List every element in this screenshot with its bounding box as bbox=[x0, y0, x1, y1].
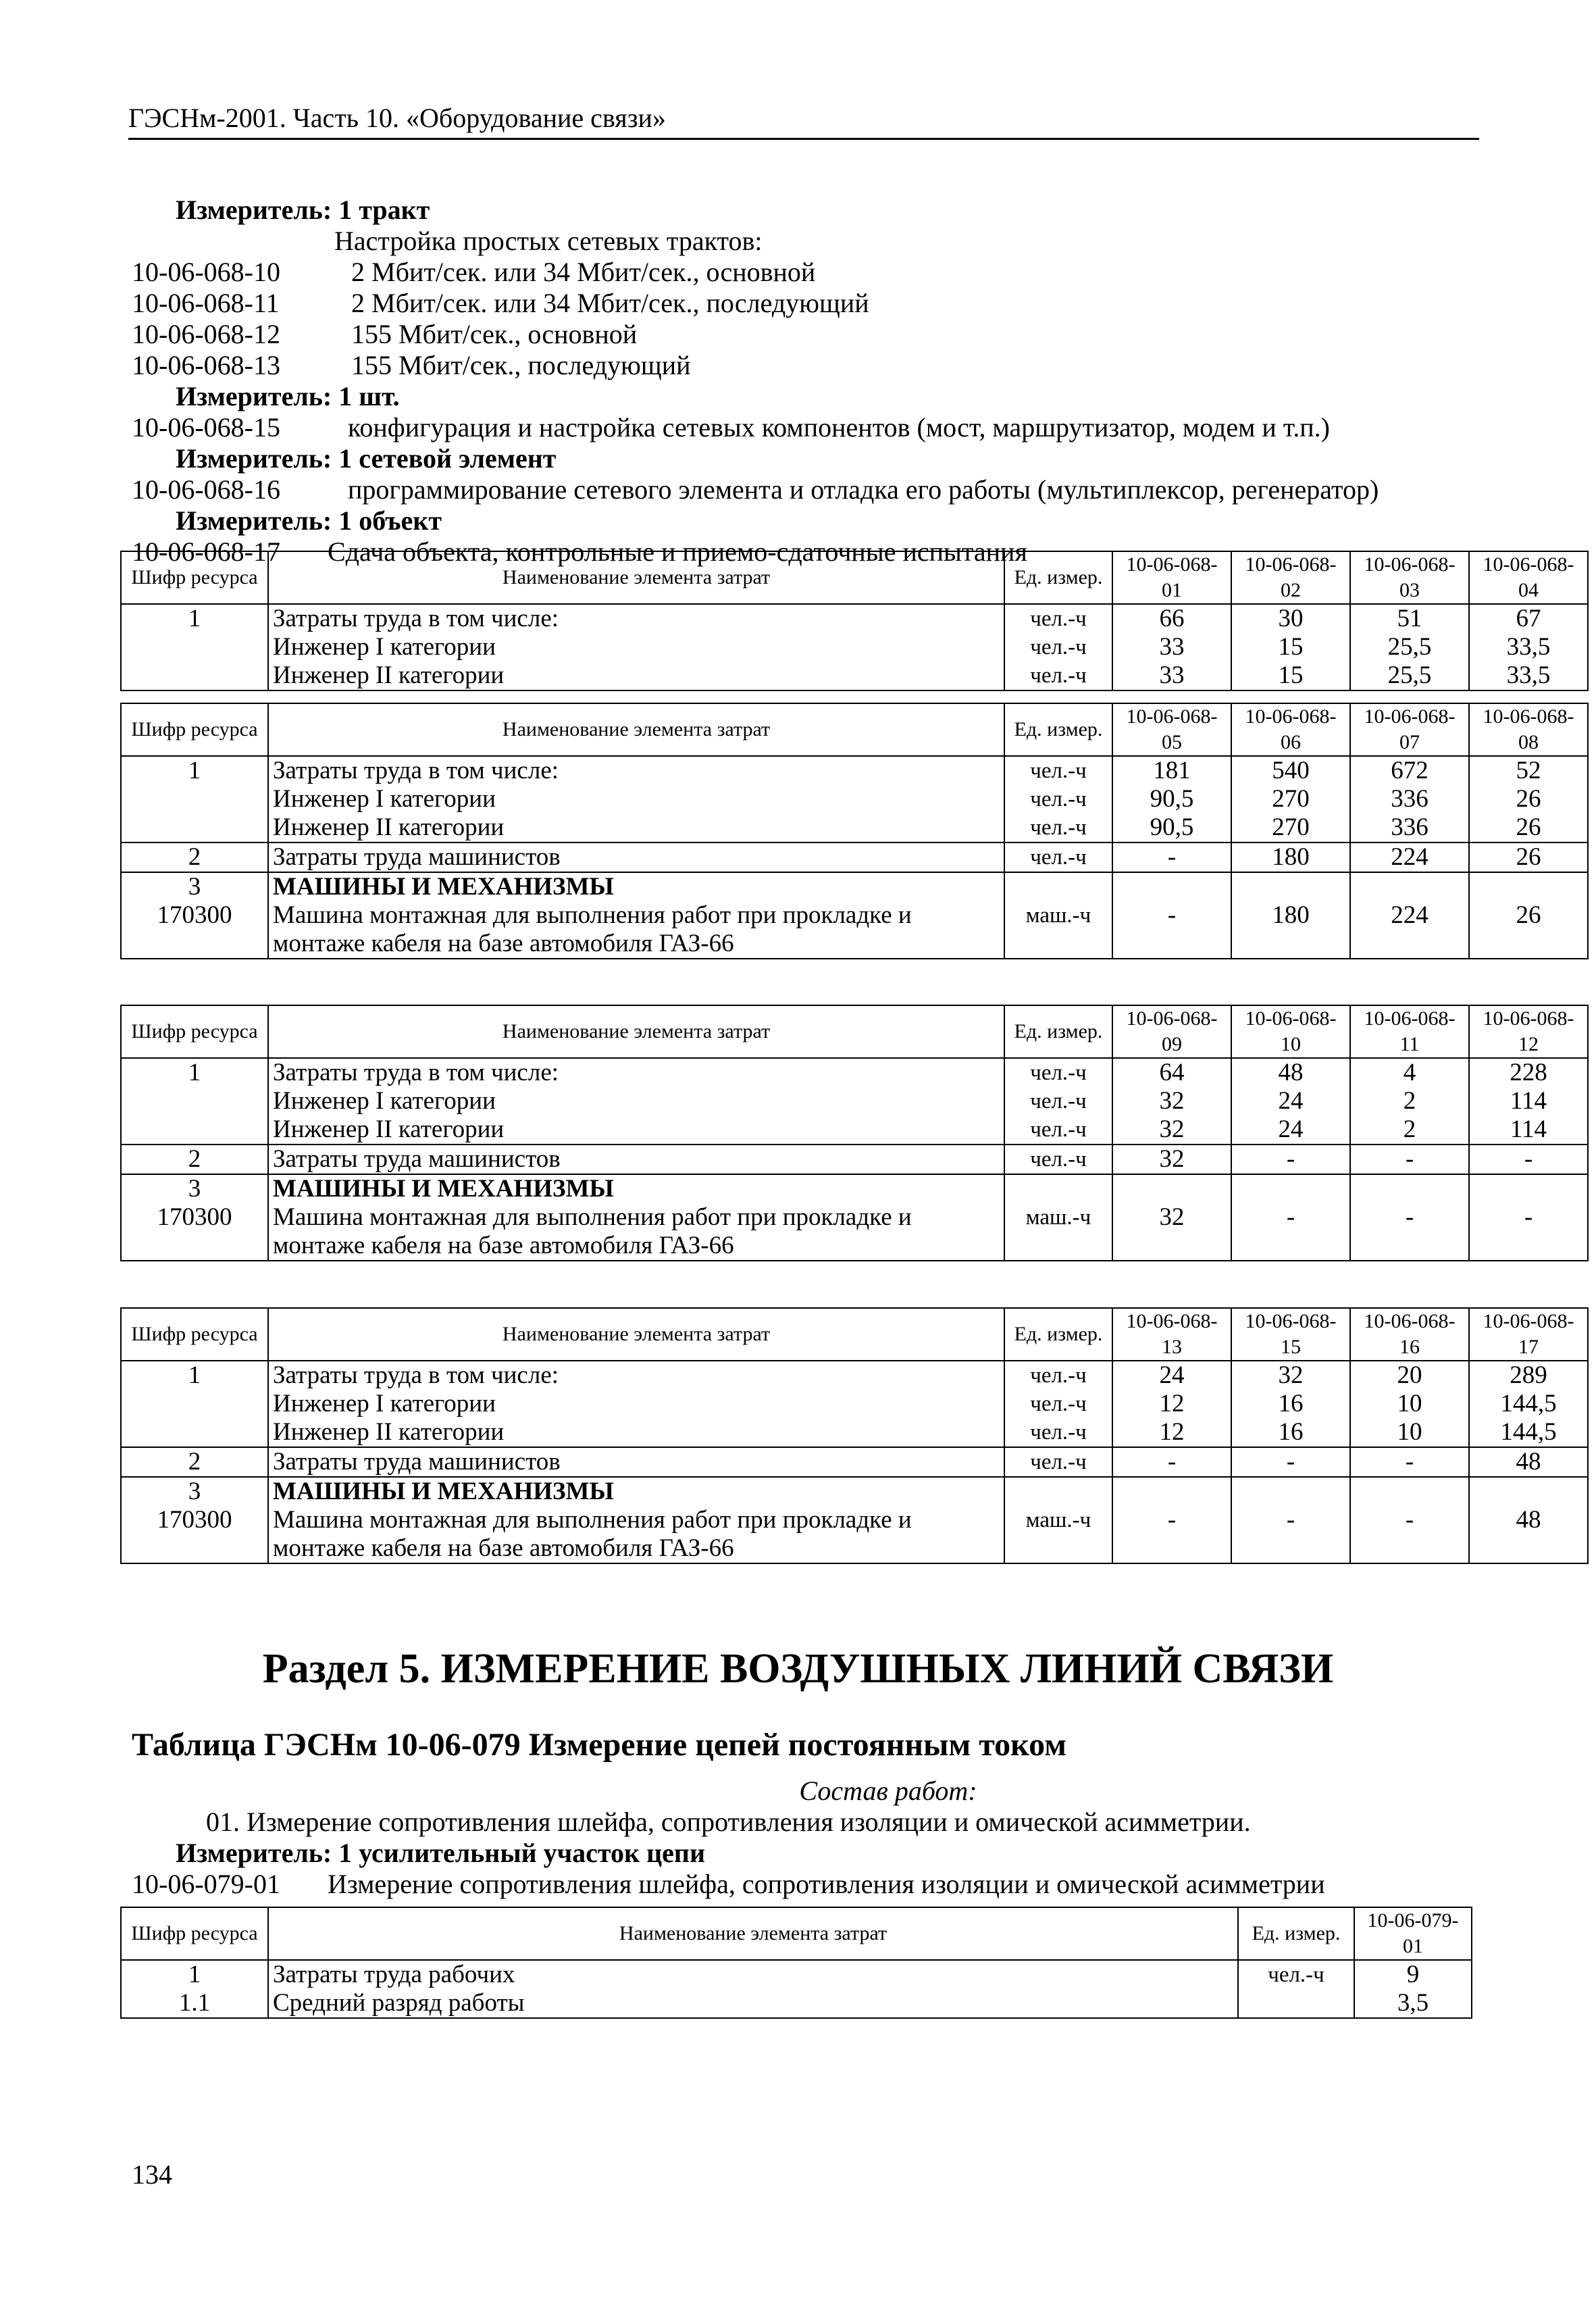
row-value bbox=[1231, 1174, 1350, 1203]
measure-unit-2: Измеритель: 1 шт. bbox=[176, 381, 400, 411]
row-name: Инженер II категории bbox=[268, 1418, 1004, 1447]
row-value: 26 bbox=[1469, 901, 1588, 959]
row-name: Инженер II категории bbox=[268, 1115, 1004, 1145]
row-cipher: 1.1 bbox=[121, 1989, 268, 2018]
row-value bbox=[1469, 1174, 1588, 1203]
row-name: МАШИНЫ И МЕХАНИЗМЫ bbox=[268, 1477, 1004, 1506]
norm-code: 10-06-068-13 bbox=[132, 350, 280, 380]
row-cipher: 170300 bbox=[121, 901, 268, 959]
row-value: 114 bbox=[1469, 1115, 1588, 1145]
row-cipher bbox=[121, 813, 268, 842]
col-norm: 10-06-068-09 bbox=[1112, 1005, 1231, 1058]
row-value: - bbox=[1231, 1447, 1350, 1477]
table-row bbox=[121, 661, 1588, 690]
row-name: Инженер I категории bbox=[268, 1087, 1004, 1115]
norm-code: 10-06-068-12 bbox=[132, 319, 280, 349]
table-row bbox=[121, 1361, 1588, 1390]
row-value: 24 bbox=[1231, 1115, 1350, 1145]
row-cipher: 1 bbox=[121, 1960, 268, 1989]
col-norm: 10-06-068-10 bbox=[1231, 1005, 1350, 1058]
col-unit: Ед. измер. bbox=[1004, 1005, 1112, 1058]
row-value: - bbox=[1112, 1447, 1231, 1477]
row-unit: чел.-ч bbox=[1004, 756, 1112, 785]
row-value: 66 bbox=[1112, 604, 1231, 633]
norm-desc: 155 Мбит/сек., последующий bbox=[351, 350, 691, 380]
row-cipher: 2 bbox=[121, 842, 268, 872]
row-value: 33 bbox=[1112, 633, 1231, 661]
row-name: Затраты труда в том числе: bbox=[268, 604, 1004, 633]
row-cipher: 2 bbox=[121, 1145, 268, 1174]
norm-desc: конфигурация и настройка сетевых компонентов (мост, маршрутизатор, модем и т.п.) bbox=[348, 412, 1331, 443]
table-row bbox=[121, 1390, 1588, 1418]
table-row bbox=[121, 1174, 1588, 1203]
row-cipher: 1 bbox=[121, 1361, 268, 1390]
row-value: 32 bbox=[1112, 1145, 1231, 1174]
row-value: 64 bbox=[1112, 1058, 1231, 1087]
table-row bbox=[121, 633, 1588, 661]
row-value: 90,5 bbox=[1112, 813, 1231, 842]
intro-block bbox=[132, 195, 1483, 568]
col-cipher: Шифр ресурса bbox=[121, 703, 268, 756]
row-value: 10 bbox=[1350, 1418, 1469, 1447]
row-value: 52 bbox=[1469, 756, 1588, 785]
row-value: 24 bbox=[1231, 1087, 1350, 1115]
table-row bbox=[121, 872, 1588, 901]
row-value: 270 bbox=[1231, 785, 1350, 813]
col-norm: 10-06-068-17 bbox=[1469, 1308, 1588, 1361]
row-value: 30 bbox=[1231, 604, 1350, 633]
page-number: 134 bbox=[132, 2159, 172, 2190]
row-value: 181 bbox=[1112, 756, 1231, 785]
table-row bbox=[121, 842, 1588, 872]
table-row bbox=[121, 1447, 1588, 1477]
norm-desc: Сдача объекта, контрольные и приемо-сдаточные испытания bbox=[328, 536, 1027, 567]
table-title: Таблица ГЭСНм 10-06-079 Измерение цепей постоянным током bbox=[132, 1727, 1066, 1763]
row-value: 32 bbox=[1112, 1203, 1231, 1261]
row-value: 3,5 bbox=[1354, 1989, 1472, 2018]
table-row bbox=[121, 1477, 1588, 1506]
col-unit: Ед. измер. bbox=[1004, 703, 1112, 756]
row-value: 24 bbox=[1112, 1361, 1231, 1390]
row-value: - bbox=[1469, 1145, 1588, 1174]
row-name: МАШИНЫ И МЕХАНИЗМЫ bbox=[268, 1174, 1004, 1203]
row-name: Инженер I категории bbox=[268, 1390, 1004, 1418]
row-value bbox=[1231, 872, 1350, 901]
col-cipher: Шифр ресурса bbox=[121, 1907, 268, 1960]
row-value: 26 bbox=[1469, 785, 1588, 813]
row-name: Затраты труда в том числе: bbox=[268, 756, 1004, 785]
row-name: Затраты труда машинистов bbox=[268, 842, 1004, 872]
row-value: 48 bbox=[1231, 1058, 1350, 1087]
table-row bbox=[121, 604, 1588, 633]
table-row bbox=[121, 813, 1588, 842]
resource-table-5-body bbox=[120, 1907, 1472, 2019]
table-row bbox=[121, 901, 1588, 959]
works-block bbox=[132, 1776, 1483, 1900]
running-header: ГЭСНм-2001. Часть 10. «Оборудование связи» bbox=[128, 101, 1479, 140]
row-cipher bbox=[121, 633, 268, 661]
resource-table-2 bbox=[120, 703, 1589, 959]
row-value bbox=[1231, 1477, 1350, 1506]
norm-code: 10-06-068-15 bbox=[132, 412, 280, 443]
row-cipher: 1 bbox=[121, 604, 268, 633]
row-value: - bbox=[1350, 1145, 1469, 1174]
norm-desc: программирование сетевого элемента и отладка его работы (мультиплексор, регенератор) bbox=[348, 474, 1379, 505]
row-name: Машина монтажная для выполнения работ при прокладке и монтаже кабеля на базе автомобиля ГАЗ-66 bbox=[268, 901, 1004, 959]
row-unit: чел.-ч bbox=[1004, 1145, 1112, 1174]
row-name: Затраты труда машинистов bbox=[268, 1145, 1004, 1174]
row-cipher: 3 bbox=[121, 1477, 268, 1506]
row-value: 228 bbox=[1469, 1058, 1588, 1087]
row-value: 48 bbox=[1469, 1447, 1588, 1477]
row-cipher bbox=[121, 1418, 268, 1447]
table-row bbox=[121, 1115, 1588, 1145]
row-unit: чел.-ч bbox=[1004, 842, 1112, 872]
row-value: - bbox=[1350, 1506, 1469, 1563]
row-value: 224 bbox=[1350, 901, 1469, 959]
col-name: Наименование элемента затрат bbox=[268, 1907, 1238, 1960]
row-value: 540 bbox=[1231, 756, 1350, 785]
row-value: 270 bbox=[1231, 813, 1350, 842]
row-value: 289 bbox=[1469, 1361, 1588, 1390]
row-value: 10 bbox=[1350, 1390, 1469, 1418]
row-unit: чел.-ч bbox=[1004, 1418, 1112, 1447]
row-cipher: 1 bbox=[121, 756, 268, 785]
row-name: Инженер I категории bbox=[268, 785, 1004, 813]
norm-row bbox=[132, 412, 1483, 443]
norm-code: 10-06-068-10 bbox=[132, 257, 280, 287]
row-value bbox=[1112, 1174, 1231, 1203]
row-cipher bbox=[121, 661, 268, 690]
col-norm: 10-06-068-06 bbox=[1231, 703, 1350, 756]
row-cipher: 1 bbox=[121, 1058, 268, 1087]
row-value: 672 bbox=[1350, 756, 1469, 785]
row-value: - bbox=[1112, 901, 1231, 959]
row-value: 32 bbox=[1112, 1115, 1231, 1145]
row-value bbox=[1112, 872, 1231, 901]
section-title: Раздел 5. ИЗМЕРЕНИЕ ВОЗДУШНЫХ ЛИНИЙ СВЯЗИ bbox=[262, 1646, 1334, 1692]
row-value: 4 bbox=[1350, 1058, 1469, 1087]
table-row bbox=[121, 1506, 1588, 1563]
row-unit bbox=[1004, 872, 1112, 901]
row-name: Затраты труда рабочих bbox=[268, 1960, 1238, 1989]
row-name: МАШИНЫ И МЕХАНИЗМЫ bbox=[268, 872, 1004, 901]
row-value: - bbox=[1231, 1145, 1350, 1174]
col-unit: Ед. измер. bbox=[1004, 1308, 1112, 1361]
col-cipher: Шифр ресурса bbox=[121, 1308, 268, 1361]
norm-row bbox=[132, 288, 1483, 319]
norm-desc: 2 Мбит/сек. или 34 Мбит/сек., последующий bbox=[351, 288, 869, 318]
table-row bbox=[121, 1058, 1588, 1087]
row-name: Затраты труда в том числе: bbox=[268, 1361, 1004, 1390]
col-norm: 10-06-068-15 bbox=[1231, 1308, 1350, 1361]
row-unit: маш.-ч bbox=[1004, 1203, 1112, 1261]
row-name: Инженер II категории bbox=[268, 813, 1004, 842]
row-value: 33 bbox=[1112, 661, 1231, 690]
col-name: Наименование элемента затрат bbox=[268, 703, 1004, 756]
row-value: - bbox=[1469, 1203, 1588, 1261]
row-value: 180 bbox=[1231, 842, 1350, 872]
norm-desc: 2 Мбит/сек. или 34 Мбит/сек., основной bbox=[351, 257, 816, 287]
row-value: 114 bbox=[1469, 1087, 1588, 1115]
col-name: Наименование элемента затрат bbox=[268, 1308, 1004, 1361]
col-cipher: Шифр ресурса bbox=[121, 551, 268, 604]
row-value bbox=[1350, 872, 1469, 901]
table-row bbox=[121, 1418, 1588, 1447]
row-value: 48 bbox=[1469, 1506, 1588, 1563]
table-row bbox=[121, 1203, 1588, 1261]
table-row bbox=[121, 785, 1588, 813]
row-unit: чел.-ч bbox=[1238, 1960, 1354, 1989]
row-value bbox=[1350, 1174, 1469, 1203]
col-unit: Ед. измер. bbox=[1238, 1907, 1354, 1960]
row-cipher: 170300 bbox=[121, 1203, 268, 1261]
col-name: Наименование элемента затрат bbox=[268, 551, 1004, 604]
col-norm: 10-06-068-12 bbox=[1469, 1005, 1588, 1058]
resource-table-1 bbox=[120, 551, 1589, 691]
row-value bbox=[1469, 872, 1588, 901]
norm-code: 10-06-068-11 bbox=[132, 288, 280, 318]
row-unit: маш.-ч bbox=[1004, 901, 1112, 959]
row-value: 2 bbox=[1350, 1087, 1469, 1115]
resource-table-3 bbox=[120, 1005, 1589, 1261]
measure-unit-4: Измеритель: 1 объект bbox=[176, 505, 442, 536]
row-unit: чел.-ч bbox=[1004, 1087, 1112, 1115]
table-row bbox=[121, 1989, 1472, 2018]
row-unit bbox=[1004, 1477, 1112, 1506]
row-name: Инженер I категории bbox=[268, 633, 1004, 661]
row-unit: чел.-ч bbox=[1004, 633, 1112, 661]
row-unit: чел.-ч bbox=[1004, 785, 1112, 813]
row-cipher: 170300 bbox=[121, 1506, 268, 1563]
row-value: 32 bbox=[1112, 1087, 1231, 1115]
row-value: 336 bbox=[1350, 785, 1469, 813]
row-unit: чел.-ч bbox=[1004, 1390, 1112, 1418]
row-name: Инженер II категории bbox=[268, 661, 1004, 690]
row-cipher bbox=[121, 785, 268, 813]
norm-row bbox=[132, 350, 1483, 381]
row-unit: чел.-ч bbox=[1004, 604, 1112, 633]
row-value: 67 bbox=[1469, 604, 1588, 633]
col-norm: 10-06-068-01 bbox=[1112, 551, 1231, 604]
row-value: 336 bbox=[1350, 813, 1469, 842]
measure-unit-5: Измеритель: 1 усилительный участок цепи bbox=[176, 1838, 705, 1868]
row-value: 90,5 bbox=[1112, 785, 1231, 813]
row-value: 2 bbox=[1350, 1115, 1469, 1145]
row-value: 33,5 bbox=[1469, 633, 1588, 661]
col-norm: 10-06-068-04 bbox=[1469, 551, 1588, 604]
norm-row bbox=[132, 257, 1483, 288]
table-row bbox=[121, 1087, 1588, 1115]
row-cipher: 3 bbox=[121, 872, 268, 901]
col-norm: 10-06-079-01 bbox=[1354, 1907, 1472, 1960]
row-value: 25,5 bbox=[1350, 633, 1469, 661]
row-unit: маш.-ч bbox=[1004, 1506, 1112, 1563]
col-cipher: Шифр ресурса bbox=[121, 1005, 268, 1058]
row-value: 144,5 bbox=[1469, 1418, 1588, 1447]
row-value: - bbox=[1112, 842, 1231, 872]
row-cipher bbox=[121, 1087, 268, 1115]
norm-desc: 155 Мбит/сек., основной bbox=[351, 319, 638, 349]
norm-code: 10-06-079-01 bbox=[132, 1869, 280, 1899]
row-value bbox=[1112, 1477, 1231, 1506]
norm-row bbox=[132, 1869, 1483, 1900]
row-cipher bbox=[121, 1115, 268, 1145]
norm-code: 10-06-068-16 bbox=[132, 474, 280, 505]
row-value: 26 bbox=[1469, 842, 1588, 872]
row-value bbox=[1350, 1477, 1469, 1506]
row-value: 180 bbox=[1231, 901, 1350, 959]
measure-unit-3: Измеритель: 1 сетевой элемент bbox=[176, 443, 557, 474]
row-unit: чел.-ч bbox=[1004, 661, 1112, 690]
col-norm: 10-06-068-05 bbox=[1112, 703, 1231, 756]
setup-heading: Настройка простых сетевых трактов: bbox=[334, 226, 763, 256]
table-row bbox=[121, 1145, 1588, 1174]
row-name: Машина монтажная для выполнения работ при прокладке и монтаже кабеля на базе автомобиля ГАЗ-66 bbox=[268, 1506, 1004, 1563]
row-unit: чел.-ч bbox=[1004, 1058, 1112, 1087]
row-value: 26 bbox=[1469, 813, 1588, 842]
row-value: 9 bbox=[1354, 1960, 1472, 1989]
row-unit: чел.-ч bbox=[1004, 1115, 1112, 1145]
row-value: - bbox=[1231, 1203, 1350, 1261]
row-unit: чел.-ч bbox=[1004, 813, 1112, 842]
row-cipher: 3 bbox=[121, 1174, 268, 1203]
row-value: 144,5 bbox=[1469, 1390, 1588, 1418]
row-name: Затраты труда машинистов bbox=[268, 1447, 1004, 1477]
resource-table-4 bbox=[120, 1307, 1589, 1564]
norm-row bbox=[132, 474, 1483, 505]
row-value: 51 bbox=[1350, 604, 1469, 633]
col-name: Наименование элемента затрат bbox=[268, 1005, 1004, 1058]
table-row bbox=[121, 756, 1588, 785]
row-cipher bbox=[121, 1390, 268, 1418]
table-row bbox=[121, 1960, 1472, 1989]
col-norm: 10-06-068-08 bbox=[1469, 703, 1588, 756]
row-value: - bbox=[1350, 1203, 1469, 1261]
row-unit bbox=[1238, 1989, 1354, 2018]
row-value: 15 bbox=[1231, 661, 1350, 690]
col-norm: 10-06-068-13 bbox=[1112, 1308, 1231, 1361]
work-item: 01. Измерение сопротивления шлейфа, сопротивления изоляции и омической асимметрии. bbox=[206, 1807, 1251, 1837]
row-value: 20 bbox=[1350, 1361, 1469, 1390]
measure-unit-1: Измеритель: 1 тракт bbox=[176, 195, 430, 225]
row-value: 16 bbox=[1231, 1390, 1350, 1418]
col-norm: 10-06-068-11 bbox=[1350, 1005, 1469, 1058]
row-value: 33,5 bbox=[1469, 661, 1588, 690]
col-norm: 10-06-068-16 bbox=[1350, 1308, 1469, 1361]
norm-code: 10-06-068-17 bbox=[132, 536, 280, 567]
row-name: Машина монтажная для выполнения работ при прокладке и монтаже кабеля на базе автомобиля ГАЗ-66 bbox=[268, 1203, 1004, 1261]
norm-desc: Измерение сопротивления шлейфа, сопротивления изоляции и омической асимметрии bbox=[328, 1869, 1325, 1899]
col-norm: 10-06-068-03 bbox=[1350, 551, 1469, 604]
col-unit: Ед. измер. bbox=[1004, 551, 1112, 604]
row-unit: чел.-ч bbox=[1004, 1361, 1112, 1390]
works-heading: Состав работ: bbox=[799, 1776, 977, 1806]
row-name: Затраты труда в том числе: bbox=[268, 1058, 1004, 1087]
row-unit: чел.-ч bbox=[1004, 1447, 1112, 1477]
col-norm: 10-06-068-02 bbox=[1231, 551, 1350, 604]
norm-row bbox=[132, 319, 1483, 350]
col-norm: 10-06-068-07 bbox=[1350, 703, 1469, 756]
row-value: 12 bbox=[1112, 1418, 1231, 1447]
row-value: 16 bbox=[1231, 1418, 1350, 1447]
row-value: 32 bbox=[1231, 1361, 1350, 1390]
row-value: - bbox=[1350, 1447, 1469, 1477]
row-value: 15 bbox=[1231, 633, 1350, 661]
row-value bbox=[1469, 1477, 1588, 1506]
row-unit bbox=[1004, 1174, 1112, 1203]
row-cipher: 2 bbox=[121, 1447, 268, 1477]
row-value: 12 bbox=[1112, 1390, 1231, 1418]
row-value: - bbox=[1112, 1506, 1231, 1563]
row-name: Средний разряд работы bbox=[268, 1989, 1238, 2018]
row-value: - bbox=[1231, 1506, 1350, 1563]
row-value: 25,5 bbox=[1350, 661, 1469, 690]
row-value: 224 bbox=[1350, 842, 1469, 872]
